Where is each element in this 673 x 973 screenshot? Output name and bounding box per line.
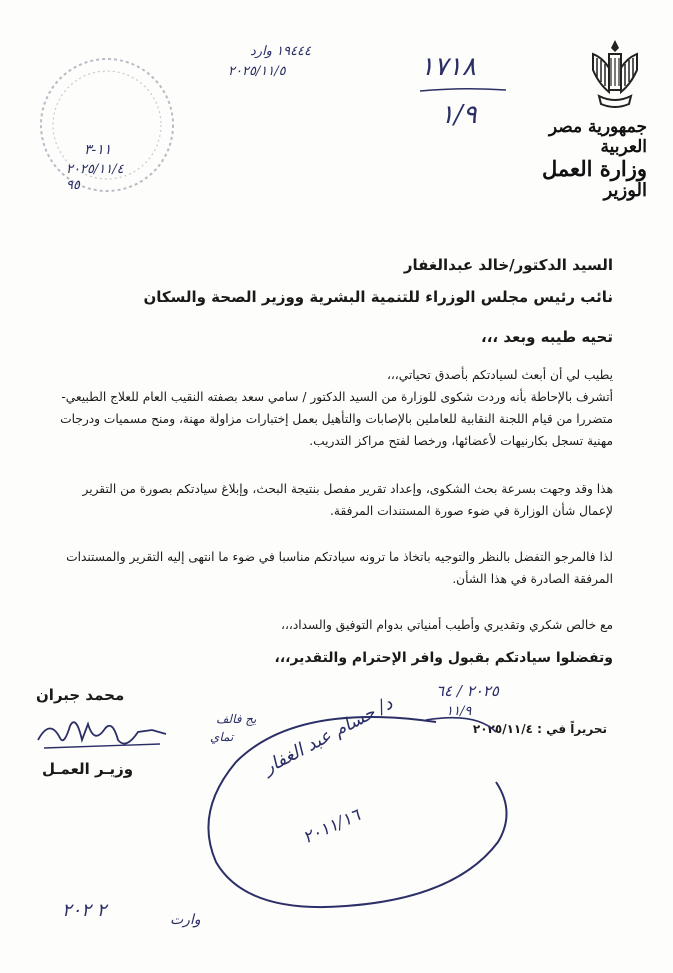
registry-number: ١٩٤٤٤	[276, 44, 312, 59]
signer-title: وزيـر العمـل	[42, 760, 134, 778]
referral-note-name: د/ حسام عبد الغفار	[260, 692, 397, 779]
body-paragraph-2: هذا وقد وجهت بسرعة بحث الشكوى، وإعداد تقرير مفصل بنتيجة البحث، وإبلاغ سيادتكم بصورة من التقرير لإعمال شأن الوزارة في ضوء صورة المستندات المرفقة.	[82, 482, 613, 518]
reference-number: ١٧١٨	[420, 52, 476, 82]
registry-label: وارد	[250, 44, 272, 59]
closing-line: وتفضلوا سيادتكم بقبول وافر الإحترام والتقدير،،،	[274, 650, 613, 666]
stamp-line-1: ١١-٣	[84, 142, 112, 158]
intro-line: يطيب لي أن أبعث لسيادتكم بأصدق تحياتي،،،	[386, 368, 613, 382]
stamp-line-2: ٢٠٢٥/١١/٤	[66, 162, 124, 177]
bottom-note-label: وارت	[170, 912, 201, 928]
country-name: جمهورية مصر العربية	[548, 117, 647, 157]
egypt-eagle-emblem-icon	[585, 34, 645, 114]
registry-date: ٢٠٢٥/١١/٥	[228, 64, 286, 79]
signer-name: محمد جبران	[36, 686, 125, 704]
reference-sub-number: ١/٩	[440, 100, 477, 130]
referral-note-date: ٢٠١١/١٦	[300, 805, 364, 849]
body-paragraph-1: أتشرف بالإحاطة بأنه وردت شكوى للوزارة من السيد الدكتور / سامي سعد بصفته النقيب العام للعلاج الطبيعي- متضررا من قيام اللجنة النقابية للعاملين بالإصابات والتأهيل بعمل إختبارات مزاولة مهنة، ومنح مسميات ودرجات مهنية تسجل بكارنيهات لأعضائها، ورخصا لفتح مراكز التدريب.	[60, 390, 613, 448]
registry-line	[240, 44, 311, 59]
issue-date: تحريراً في : ٢٠٢٥/١١/٤	[472, 722, 607, 736]
office-name: الوزير	[603, 180, 647, 202]
stamp-line-3: ٩٥	[66, 178, 80, 193]
ministry-name: وزارة العمل	[542, 156, 647, 182]
margin-note-2: تماي	[210, 730, 234, 744]
margin-note-1: يج فالف	[216, 712, 257, 726]
ref-underline	[418, 86, 508, 94]
addressee-title: نائب رئيس مجلس الوزراء للتنمية البشرية ووزير الصحة والسكان	[143, 288, 613, 306]
receipt-stamp	[32, 50, 182, 200]
minister-signature-icon	[34, 710, 170, 756]
margin-receipt-number: ٢٠٢٥ / ٦٤	[436, 682, 499, 700]
margin-receipt-date: ١١/٩	[446, 704, 472, 719]
stamp-ring-icon	[32, 50, 182, 200]
body-paragraph-4: مع خالص شكري وتقديري وأطيب أمنياتي بدوام التوفيق والسداد،،،	[281, 618, 613, 632]
letterhead-block	[497, 118, 647, 202]
bottom-note: ٢ ٢٠٢	[62, 900, 107, 921]
greeting: تحيه طيبه وبعد ،،،	[481, 328, 613, 346]
body-paragraph-3: لذا فالمرجو التفضل بالنظر والتوجيه باتخاذ ما ترونه سيادتكم مناسبا في ضوء ما انتهى إليه التقرير والمستندات المرفقة الصادرة في هذا الشأن.	[66, 550, 613, 586]
addressee-name: السيد الدكتور/خالد عبدالغفار	[403, 256, 613, 274]
